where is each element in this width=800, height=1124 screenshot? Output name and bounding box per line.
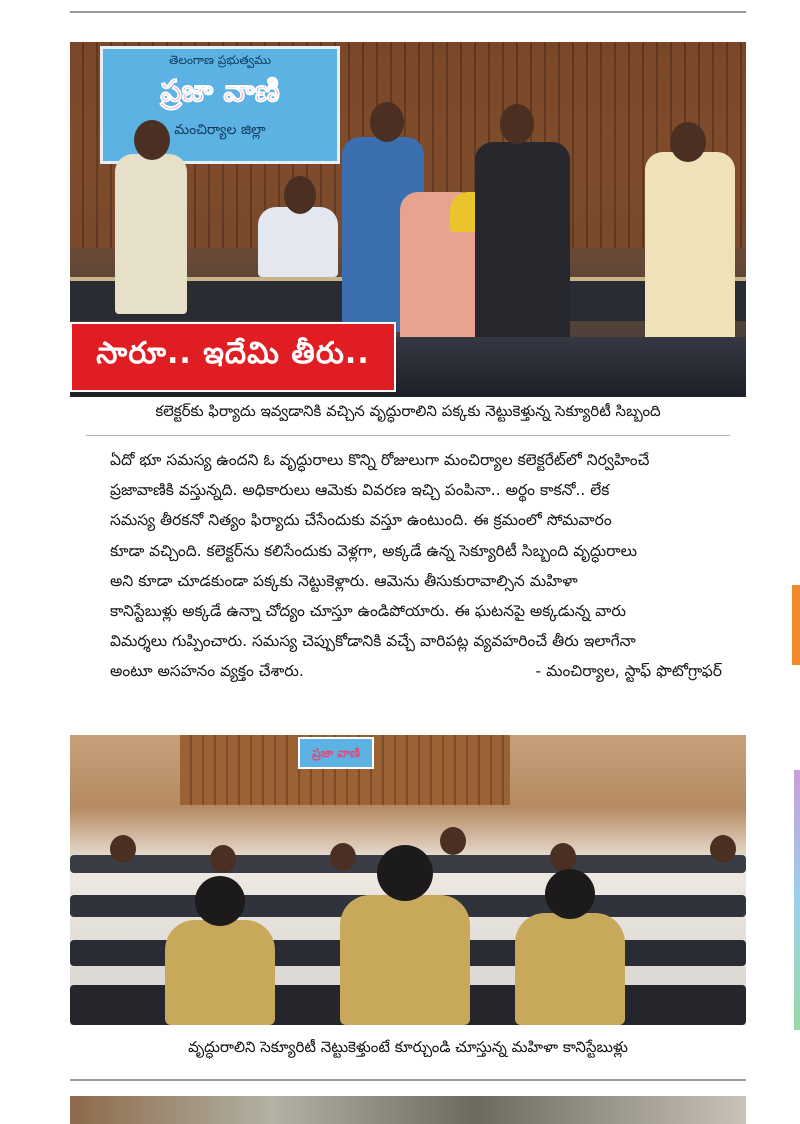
audience-head — [710, 835, 736, 863]
article-line: కానిస్టేబుళ్లు అక్కడే ఉన్నా చోద్యం చూస్తూ ఉండిపోయారు. ఈ ఘటనపై అక్కడున్న వారు — [110, 601, 626, 620]
collector-head — [284, 176, 316, 214]
person-standing-left — [115, 154, 187, 314]
byline: - మంచిర్యాల, స్టాఫ్ ఫొటోగ్రాఫర్ — [535, 662, 722, 681]
bottom-rule — [70, 1079, 746, 1081]
banner-gov-text: తెలంగాణ ప్రభుత్వము — [168, 53, 271, 67]
photo-collector-hall — [70, 42, 746, 397]
audience-head — [440, 827, 466, 855]
headline-box: సారూ.. ఇదేమి తీరు.. — [70, 322, 396, 392]
article-line: ప్రజావాణికి వస్తున్నది. అధికారులు ఆమెకు వివరణ ఇచ్చి పంపినా.. అర్థం కాకనో.. లేక — [110, 481, 610, 500]
man-beige-shirt — [645, 152, 735, 352]
article-line: సమస్య తీరకనో నిత్యం ఫిర్యాదు చేసేందుకు వస్తూ ఉంటుంది. ఈ క్రమంలో సోమవారం — [110, 511, 612, 530]
next-photo-strip — [70, 1096, 746, 1124]
audience-head — [330, 843, 356, 871]
article-body — [110, 445, 750, 687]
collector-seated — [258, 207, 338, 277]
security-guard-black — [475, 142, 570, 352]
banner-title: ప్రజా వాణి — [160, 74, 280, 109]
prajavani-banner-small: ప్రజా వాణి — [298, 737, 374, 769]
article-line: అని కూడా చూడకుండా పక్కకు నెట్టుకెళ్లారు. ఆమెను తీసుకురావాల్సిన మహిళా — [110, 571, 578, 590]
page-edge-marker — [794, 770, 800, 1030]
photo-audience-hall — [70, 735, 746, 1025]
person-head — [670, 122, 706, 162]
audience-head — [210, 845, 236, 873]
audience-head — [550, 843, 576, 871]
guard-head — [500, 104, 534, 144]
photo2-caption: వృద్ధురాలిని సెక్యూరిటీ నెట్టుకెళ్తుంటే కూర్చుండి చూస్తున్న మహిళా కానిస్టేబుళ్లు — [188, 1038, 628, 1056]
caption-divider — [86, 435, 730, 436]
article-line: అంటూ అసహనం వ్యక్తం చేశారు. — [110, 662, 304, 681]
banner-district: మంచిర్యాల జిల్లా — [174, 122, 266, 138]
person-head — [134, 120, 170, 160]
page-edge-marker — [792, 585, 800, 665]
photo1-caption: కలెక్టర్‌కు ఫిర్యాదు ఇవ్వడానికి వచ్చిన వృద్ధురాలిని పక్కకు నెట్టుకెళ్తున్న సెక్యూరిటీ సిబ్బంది — [155, 402, 661, 420]
woman-constable — [340, 895, 470, 1025]
woman-constable — [515, 913, 625, 1025]
article-line: ఏదో భూ సమస్య ఉందని ఓ వృద్ధురాలు కొన్ని రోజులుగా మంచిర్యాల కలెక్టరేట్‌లో నిర్వహించే — [110, 451, 650, 469]
article-line-last — [110, 656, 750, 686]
article-line: కూడా వచ్చింది. కలెక్టర్‌ను కలిసేందుకు వెళ్లగా, అక్కడే ఉన్న సెక్యూరిటీ సిబ్బంది వృద్ధురాలు — [110, 541, 637, 560]
guard-head — [370, 102, 404, 142]
woman-constable — [165, 920, 275, 1025]
article-line: విమర్శలు గుప్పించారు. సమస్య చెప్పుకోడానికి వచ్చే వారిపట్ల వ్యవహరించే తీరు ఇలాగేనా — [110, 632, 636, 651]
audience-head — [110, 835, 136, 863]
top-rule — [70, 11, 746, 13]
